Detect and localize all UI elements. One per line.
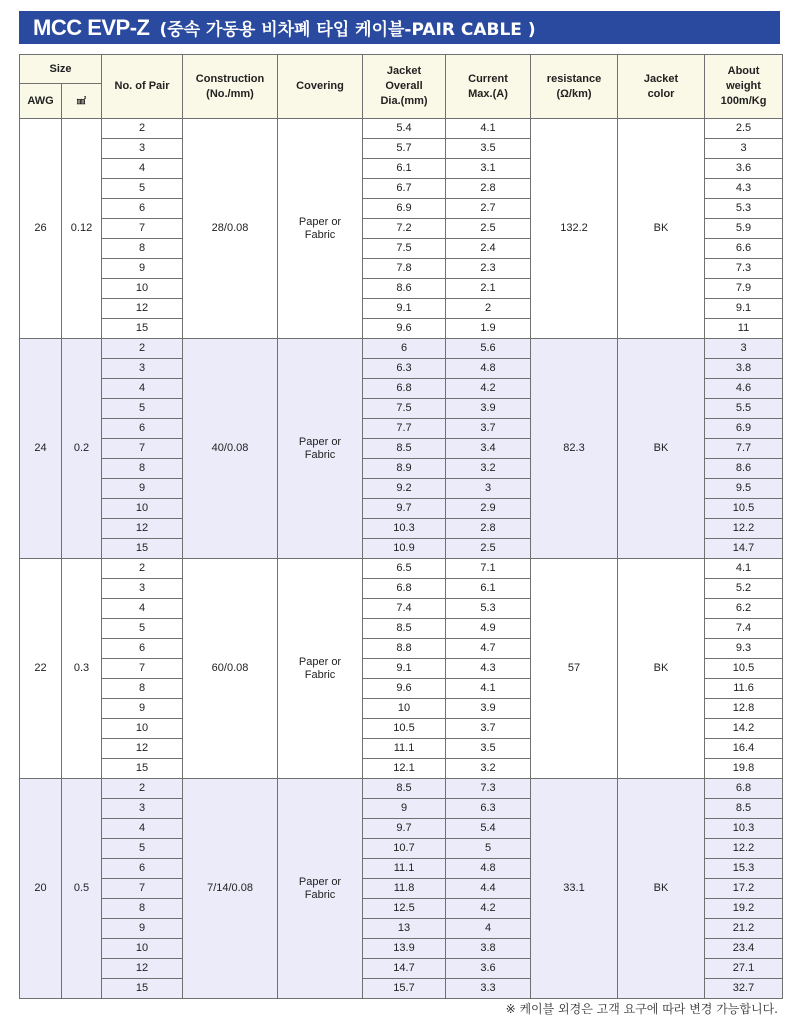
current-cell: 3.9: [446, 399, 531, 419]
covering-cell: [278, 559, 363, 779]
construction-cell: 40/0.08: [183, 339, 278, 559]
weight-cell: 6.6: [705, 239, 783, 259]
awg-cell: 24: [20, 339, 62, 559]
covering-line1: Paper or: [298, 655, 342, 668]
weight-cell: 8.5: [705, 799, 783, 819]
current-cell: 3.7: [446, 719, 531, 739]
weight-cell: 9.1: [705, 299, 783, 319]
pair-cell: 2: [102, 559, 183, 579]
dia-cell: 7.7: [363, 419, 446, 439]
weight-cell: 14.7: [705, 539, 783, 559]
weight-header: [705, 55, 783, 119]
pair-cell: 15: [102, 319, 183, 339]
color-cell: BK: [618, 339, 705, 559]
weight-cell: 14.2: [705, 719, 783, 739]
color-header-line2: color: [647, 87, 675, 100]
pair-cell: 7: [102, 879, 183, 899]
pair-cell: 15: [102, 979, 183, 999]
weight-header-line2: weight: [726, 80, 761, 92]
construction-cell: 7/14/0.08: [183, 779, 278, 999]
current-cell: 2.8: [446, 519, 531, 539]
dia-header-line2: Overall: [385, 80, 423, 92]
dia-cell: 10.9: [363, 539, 446, 559]
dia-cell: 7.8: [363, 259, 446, 279]
dia-cell: 8.5: [363, 779, 446, 799]
dia-cell: 11.1: [363, 739, 446, 759]
weight-cell: 3: [705, 339, 783, 359]
weight-cell: 19.2: [705, 899, 783, 919]
dia-cell: 14.7: [363, 959, 446, 979]
weight-cell: 10.3: [705, 819, 783, 839]
dia-cell: 7.2: [363, 219, 446, 239]
covering-line1: Paper or: [298, 875, 342, 888]
weight-cell: 17.2: [705, 879, 783, 899]
resistance-header-line2: (Ω/km): [556, 87, 592, 100]
covering-line2: Fabric: [304, 228, 336, 241]
dia-cell: 6.1: [363, 159, 446, 179]
pair-cell: 8: [102, 459, 183, 479]
weight-cell: 15.3: [705, 859, 783, 879]
pair-cell: 8: [102, 899, 183, 919]
covering-line1: Paper or: [298, 215, 342, 228]
dia-cell: 7.5: [363, 239, 446, 259]
pair-cell: 10: [102, 939, 183, 959]
pairs-header: No. of Pair: [102, 55, 183, 119]
current-cell: 5.4: [446, 819, 531, 839]
resistance-cell: 82.3: [531, 339, 618, 559]
covering-line2: Fabric: [304, 448, 336, 461]
size-header: Size: [20, 55, 102, 84]
current-cell: 2.7: [446, 199, 531, 219]
weight-cell: 6.2: [705, 599, 783, 619]
weight-cell: 5.5: [705, 399, 783, 419]
weight-cell: 6.9: [705, 419, 783, 439]
table-body: [20, 119, 783, 999]
weight-cell: 10.5: [705, 659, 783, 679]
table-row: [20, 119, 783, 139]
weight-cell: 11: [705, 319, 783, 339]
dia-cell: 13: [363, 919, 446, 939]
dia-cell: 12.5: [363, 899, 446, 919]
weight-cell: 9.3: [705, 639, 783, 659]
weight-cell: 27.1: [705, 959, 783, 979]
weight-cell: 12.2: [705, 839, 783, 859]
mm2-cell: 0.5: [62, 779, 102, 999]
dia-cell: 10.3: [363, 519, 446, 539]
current-cell: 3.5: [446, 739, 531, 759]
current-cell: 5.6: [446, 339, 531, 359]
dia-cell: 9.6: [363, 319, 446, 339]
current-cell: 4.3: [446, 659, 531, 679]
pair-cell: 12: [102, 519, 183, 539]
dia-header-line3: Dia.(mm): [380, 95, 428, 107]
mm2-cell: 0.3: [62, 559, 102, 779]
pair-cell: 7: [102, 439, 183, 459]
weight-cell: 3.6: [705, 159, 783, 179]
current-cell: 2: [446, 299, 531, 319]
covering-line2: Fabric: [304, 888, 336, 901]
covering-cell: [278, 119, 363, 339]
dia-cell: 7.5: [363, 399, 446, 419]
weight-cell: 5.2: [705, 579, 783, 599]
pair-cell: 15: [102, 539, 183, 559]
pair-cell: 4: [102, 819, 183, 839]
pair-cell: 3: [102, 359, 183, 379]
pair-cell: 2: [102, 339, 183, 359]
current-cell: 4.9: [446, 619, 531, 639]
pair-cell: 8: [102, 679, 183, 699]
title-bar: [19, 11, 780, 44]
weight-cell: 11.6: [705, 679, 783, 699]
pair-cell: 4: [102, 159, 183, 179]
current-cell: 4.7: [446, 639, 531, 659]
pair-cell: 6: [102, 419, 183, 439]
resistance-cell: 57: [531, 559, 618, 779]
weight-cell: 23.4: [705, 939, 783, 959]
pair-cell: 12: [102, 299, 183, 319]
footnote: ※ 케이블 외경은 고객 요구에 따라 변경 가능합니다.: [505, 1002, 778, 1016]
pair-cell: 3: [102, 799, 183, 819]
current-cell: 3.9: [446, 699, 531, 719]
dia-cell: 11.8: [363, 879, 446, 899]
mm2-cell: 0.12: [62, 119, 102, 339]
color-cell: BK: [618, 119, 705, 339]
dia-cell: 5.7: [363, 139, 446, 159]
dia-cell: 9.7: [363, 819, 446, 839]
pair-cell: 6: [102, 639, 183, 659]
dia-cell: 9.1: [363, 299, 446, 319]
pair-cell: 5: [102, 619, 183, 639]
dia-cell: 6.8: [363, 379, 446, 399]
color-header: [618, 55, 705, 119]
title-model: MCC EVP-Z: [33, 14, 150, 40]
dia-cell: 9.7: [363, 499, 446, 519]
dia-cell: 8.5: [363, 439, 446, 459]
dia-cell: 9.6: [363, 679, 446, 699]
dia-cell: 15.7: [363, 979, 446, 999]
dia-cell: 8.9: [363, 459, 446, 479]
awg-cell: 26: [20, 119, 62, 339]
current-cell: 4.1: [446, 679, 531, 699]
pair-cell: 3: [102, 579, 183, 599]
pair-cell: 9: [102, 919, 183, 939]
pair-cell: 10: [102, 719, 183, 739]
table-row: [20, 339, 783, 359]
current-cell: 4.4: [446, 879, 531, 899]
weight-cell: 3.8: [705, 359, 783, 379]
weight-cell: 7.4: [705, 619, 783, 639]
pair-cell: 12: [102, 959, 183, 979]
dia-cell: 9: [363, 799, 446, 819]
pair-cell: 9: [102, 699, 183, 719]
pair-cell: 7: [102, 219, 183, 239]
current-cell: 3.6: [446, 959, 531, 979]
weight-cell: 12.2: [705, 519, 783, 539]
construction-cell: 60/0.08: [183, 559, 278, 779]
pair-cell: 9: [102, 259, 183, 279]
dia-header-line1: Jacket: [386, 65, 422, 77]
pair-cell: 6: [102, 199, 183, 219]
pair-cell: 3: [102, 139, 183, 159]
dia-cell: 8.5: [363, 619, 446, 639]
dia-cell: 10: [363, 699, 446, 719]
current-cell: 3.1: [446, 159, 531, 179]
cable-spec-table: [19, 54, 783, 999]
dia-cell: 9.2: [363, 479, 446, 499]
construction-cell: 28/0.08: [183, 119, 278, 339]
awg-cell: 22: [20, 559, 62, 779]
pair-cell: 2: [102, 779, 183, 799]
weight-cell: 5.9: [705, 219, 783, 239]
resistance-cell: 33.1: [531, 779, 618, 999]
weight-cell: 19.8: [705, 759, 783, 779]
current-cell: 4.2: [446, 899, 531, 919]
pair-cell: 6: [102, 859, 183, 879]
weight-cell: 6.8: [705, 779, 783, 799]
pair-cell: 15: [102, 759, 183, 779]
current-cell: 2.1: [446, 279, 531, 299]
dia-cell: 6.8: [363, 579, 446, 599]
pair-cell: 2: [102, 119, 183, 139]
mm2-cell: 0.2: [62, 339, 102, 559]
current-cell: 2.5: [446, 219, 531, 239]
weight-cell: 7.3: [705, 259, 783, 279]
resistance-header: [531, 55, 618, 119]
pair-cell: 5: [102, 179, 183, 199]
dia-cell: 12.1: [363, 759, 446, 779]
awg-header: AWG: [20, 84, 62, 119]
pair-cell: 12: [102, 739, 183, 759]
current-cell: 4.8: [446, 359, 531, 379]
weight-cell: 21.2: [705, 919, 783, 939]
current-cell: 7.1: [446, 559, 531, 579]
current-cell: 4.2: [446, 379, 531, 399]
dia-cell: 6: [363, 339, 446, 359]
construction-header-line1: Construction: [195, 72, 265, 85]
table-row: [20, 559, 783, 579]
current-cell: 1.9: [446, 319, 531, 339]
mm2-header: ㎟: [62, 84, 102, 119]
dia-cell: 6.5: [363, 559, 446, 579]
current-cell: 3.2: [446, 459, 531, 479]
weight-cell: 4.3: [705, 179, 783, 199]
current-header: [446, 55, 531, 119]
current-cell: 2.4: [446, 239, 531, 259]
current-cell: 5.3: [446, 599, 531, 619]
weight-cell: 9.5: [705, 479, 783, 499]
pair-cell: 8: [102, 239, 183, 259]
current-cell: 3.5: [446, 139, 531, 159]
current-cell: 2.9: [446, 499, 531, 519]
weight-header-line3: 100m/Kg: [720, 95, 767, 107]
current-cell: 5: [446, 839, 531, 859]
dia-cell: 8.6: [363, 279, 446, 299]
construction-header: [183, 55, 278, 119]
dia-header: [363, 55, 446, 119]
color-header-line1: Jacket: [643, 72, 679, 85]
current-header-line1: Current: [468, 72, 508, 85]
current-cell: 3.8: [446, 939, 531, 959]
current-cell: 6.3: [446, 799, 531, 819]
covering-line2: Fabric: [304, 668, 336, 681]
dia-cell: 8.8: [363, 639, 446, 659]
color-cell: BK: [618, 779, 705, 999]
current-cell: 3.3: [446, 979, 531, 999]
current-cell: 2.3: [446, 259, 531, 279]
current-cell: 3.2: [446, 759, 531, 779]
pair-cell: 10: [102, 279, 183, 299]
pair-cell: 4: [102, 379, 183, 399]
dia-cell: 13.9: [363, 939, 446, 959]
weight-cell: 12.8: [705, 699, 783, 719]
weight-cell: 2.5: [705, 119, 783, 139]
dia-cell: 9.1: [363, 659, 446, 679]
dia-cell: 10.7: [363, 839, 446, 859]
resistance-header-line1: resistance: [546, 72, 602, 85]
current-cell: 2.8: [446, 179, 531, 199]
dia-cell: 6.7: [363, 179, 446, 199]
covering-header: Covering: [278, 55, 363, 119]
resistance-cell: 132.2: [531, 119, 618, 339]
current-cell: 4.8: [446, 859, 531, 879]
pair-cell: 4: [102, 599, 183, 619]
table-header: [20, 55, 783, 119]
pair-cell: 9: [102, 479, 183, 499]
pair-cell: 7: [102, 659, 183, 679]
table-row: [20, 779, 783, 799]
weight-cell: 4.6: [705, 379, 783, 399]
dia-cell: 10.5: [363, 719, 446, 739]
covering-line1: Paper or: [298, 435, 342, 448]
weight-cell: 32.7: [705, 979, 783, 999]
title-description: (중속 가동용 비차폐 타입 케이블-PAIR CABLE ): [159, 20, 536, 40]
weight-cell: 16.4: [705, 739, 783, 759]
current-cell: 4: [446, 919, 531, 939]
current-cell: 2.5: [446, 539, 531, 559]
pair-cell: 10: [102, 499, 183, 519]
current-cell: 7.3: [446, 779, 531, 799]
current-cell: 3: [446, 479, 531, 499]
current-cell: 3.4: [446, 439, 531, 459]
awg-cell: 20: [20, 779, 62, 999]
dia-cell: 6.9: [363, 199, 446, 219]
weight-header-line1: About: [727, 65, 760, 77]
current-cell: 3.7: [446, 419, 531, 439]
current-cell: 4.1: [446, 119, 531, 139]
dia-cell: 6.3: [363, 359, 446, 379]
current-cell: 6.1: [446, 579, 531, 599]
current-header-line2: Max.(A): [468, 87, 508, 100]
weight-cell: 7.9: [705, 279, 783, 299]
covering-cell: [278, 339, 363, 559]
weight-cell: 5.3: [705, 199, 783, 219]
weight-cell: 3: [705, 139, 783, 159]
pair-cell: 5: [102, 399, 183, 419]
weight-cell: 8.6: [705, 459, 783, 479]
weight-cell: 4.1: [705, 559, 783, 579]
weight-cell: 10.5: [705, 499, 783, 519]
dia-cell: 11.1: [363, 859, 446, 879]
covering-cell: [278, 779, 363, 999]
color-cell: BK: [618, 559, 705, 779]
weight-cell: 7.7: [705, 439, 783, 459]
dia-cell: 7.4: [363, 599, 446, 619]
construction-header-line2: (No./mm): [206, 87, 254, 100]
dia-cell: 5.4: [363, 119, 446, 139]
pair-cell: 5: [102, 839, 183, 859]
